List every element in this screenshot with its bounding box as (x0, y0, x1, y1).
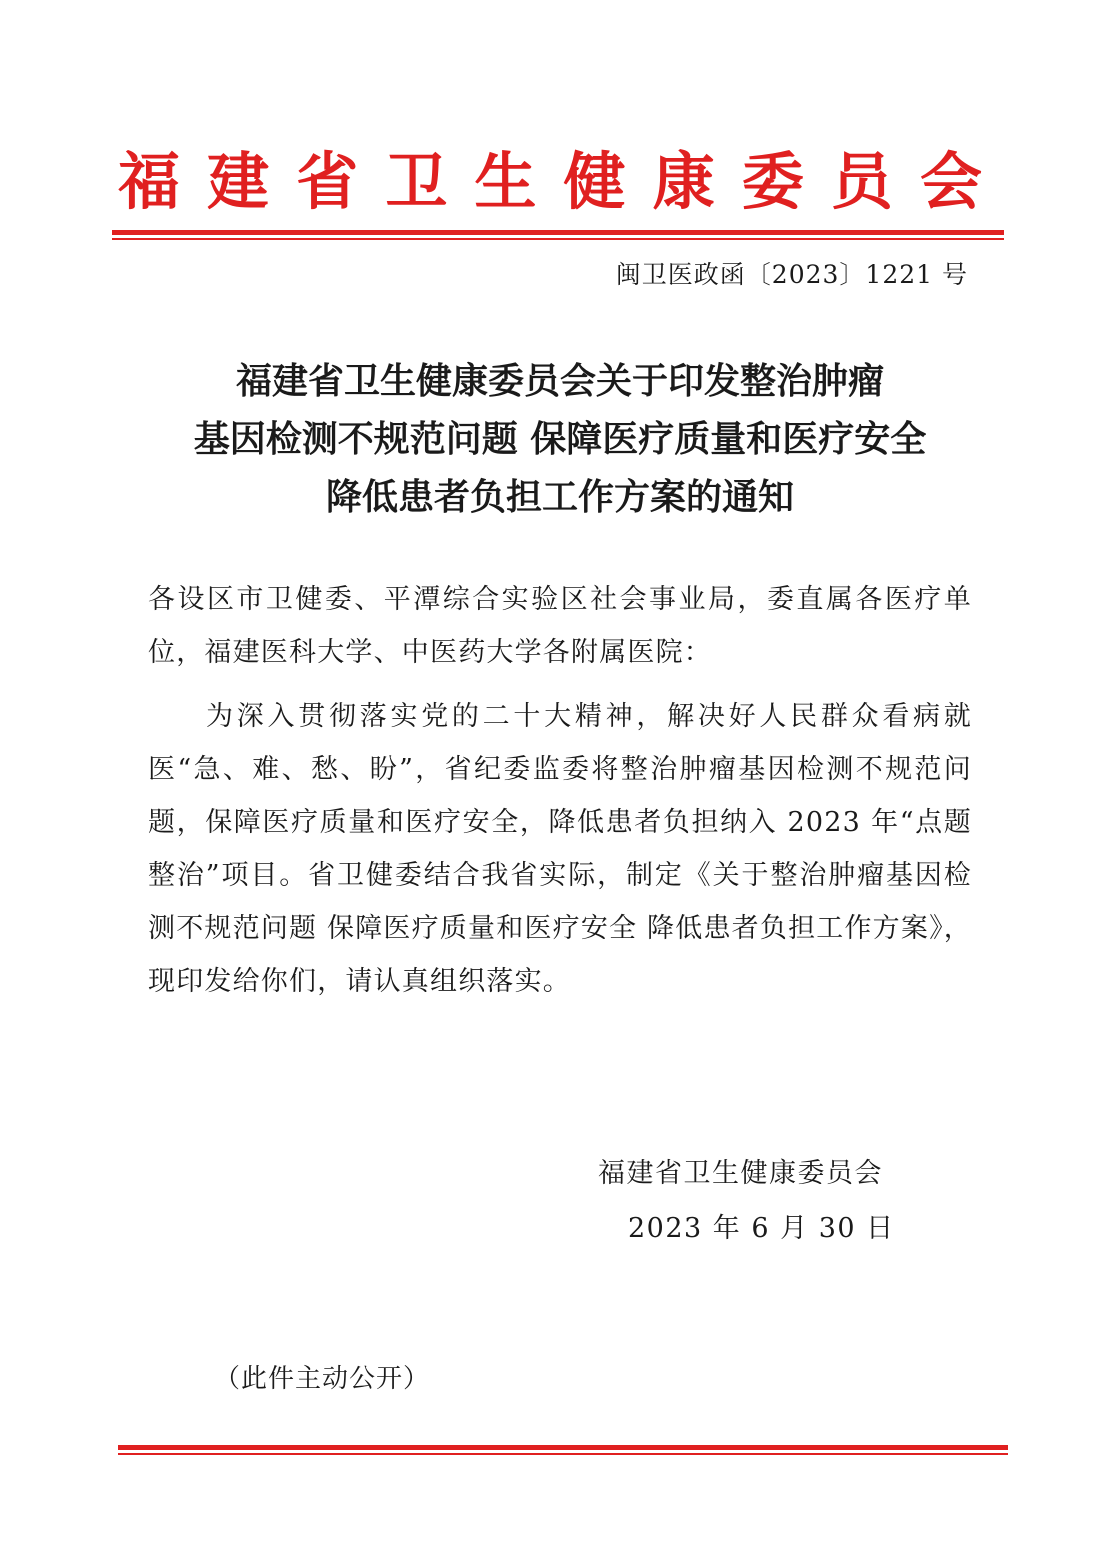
masthead-char: 建 (207, 145, 270, 218)
document-title (120, 352, 1000, 526)
masthead-char: 生 (474, 145, 537, 218)
masthead-char: 卫 (385, 145, 448, 218)
masthead-char: 福 (117, 145, 180, 218)
masthead-char: 健 (563, 145, 626, 218)
footer-red-rule-thick (118, 1445, 1008, 1450)
document-number: 闽卫医政函〔2023〕1221 号 (615, 260, 968, 289)
masthead-char: 会 (919, 145, 982, 218)
issue-date: 2023 年 6 月 30 日 (628, 1213, 895, 1244)
footer-red-rule-thin (118, 1453, 1008, 1455)
header-red-rule-thick (112, 230, 1004, 235)
issuer-signature: 福建省卫生健康委员会 (598, 1158, 883, 1189)
header-red-rule-thin (112, 238, 1004, 240)
title-line: 福建省卫生健康委员会关于印发整治肿瘤 (235, 360, 884, 402)
title-line: 基因检测不规范问题 保障医疗质量和医疗安全 (193, 418, 927, 460)
public-disclosure-note: （此件主动公开） (214, 1364, 431, 1394)
body-paragraph: 为深入贯彻落实党的二十大精神，解决好人民群众看病就医“急、难、愁、盼”，省纪委监委将整治肿瘤基因检测不规范问题，保障医疗质量和医疗安全，降低患者负担纳入 2023 年“点题整治”项目。省卫健委结合我省实际，制定《关于整治肿瘤基因检测不规范问题 保障医疗质量和医疗安全 降低患者负担工作方案》，现印发给你们，请认真组织落实。 (148, 701, 972, 997)
masthead-char: 康 (652, 145, 715, 218)
masthead-char: 省 (296, 145, 359, 218)
masthead-char: 员 (830, 145, 893, 218)
masthead-char: 委 (741, 145, 804, 218)
addressee-text: 各设区市卫健委、平潭综合实验区社会事业局，委直属各医疗单位，福建医科大学、中医药大学各附属医院： (148, 584, 972, 668)
document-masthead (110, 140, 990, 224)
title-line: 降低患者负担工作方案的通知 (325, 476, 794, 518)
